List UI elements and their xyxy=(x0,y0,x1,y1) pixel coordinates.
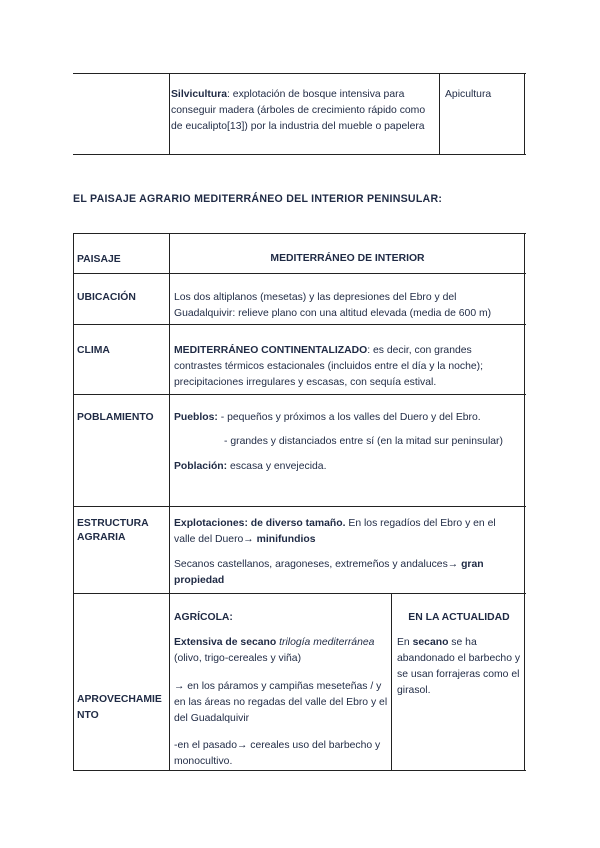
trilogia-text: trilogía mediterránea xyxy=(276,637,375,648)
row-border xyxy=(73,506,526,507)
row-border xyxy=(73,394,526,395)
landscape-table xyxy=(73,233,526,771)
column-divider xyxy=(169,74,170,154)
label-poblamiento: POBLAMIENTO xyxy=(77,412,154,423)
estructura-text xyxy=(174,516,519,599)
actualidad-title: EN LA ACTUALIDAD xyxy=(408,612,510,623)
label-clima: CLIMA xyxy=(77,345,110,356)
column-divider xyxy=(169,233,170,771)
silvicultura-term: Silvicultura xyxy=(171,89,228,100)
poblacion-term: Población: xyxy=(174,461,228,472)
table-right-border xyxy=(524,74,525,154)
clima-type: MEDITERRÁNEO CONTINENTALIZADO xyxy=(174,345,368,356)
explotaciones-text: En los regadíos del Ebro y en el valle del Duero→ xyxy=(174,518,496,545)
label-ubicacion: UBICACIÓN xyxy=(77,292,136,303)
ubicacion-text: Los dos altiplanos (mesetas) y las depresiones del Ebro y del Guadalquivir: relieve plano con una altitud elevada (media de 600 m) xyxy=(174,292,492,319)
column-divider xyxy=(439,74,440,154)
clima-text xyxy=(174,343,519,391)
actualidad-text-2: se ha abandonado el barbecho y se usan forrajeras como el girasol. xyxy=(397,637,521,696)
minifundios-term: minifundios xyxy=(256,534,316,545)
row-border xyxy=(73,324,526,325)
explotaciones-term: Explotaciones: de diverso tamaño. xyxy=(174,518,346,529)
poblamiento-text xyxy=(174,410,519,485)
gran-propiedad-term: gran propiedad xyxy=(174,559,484,586)
pueblos-term: Pueblos: xyxy=(174,412,218,423)
silvicultura-cell xyxy=(171,87,433,135)
previous-table-fragment xyxy=(73,73,526,155)
agricola-title: AGRÍCOLA: xyxy=(174,612,233,623)
agricola-column xyxy=(174,610,389,780)
table-right-border xyxy=(524,233,525,771)
extensiva-term: Extensiva de secano xyxy=(174,637,277,648)
actualidad-column xyxy=(397,610,521,709)
silvicultura-text: : explotación de bosque intensiva para conseguir madera (árboles de crecimiento rápido como de eucalipto[13]) por la industria del mueble o papelera xyxy=(171,89,426,132)
secano-term: secano xyxy=(412,637,449,648)
poblacion-text: escasa y envejecida. xyxy=(227,461,327,472)
row-border xyxy=(73,233,526,234)
apicultura-cell: Apicultura xyxy=(445,89,492,100)
paramos-text: → en los páramos y campiñas meseteñas / y en las áreas no regadas del valle del Ebro y el del Guadalquivir xyxy=(174,681,388,724)
header-paisaje: PAISAJE xyxy=(77,254,121,265)
cultivos-text: (olivo, trigo-cereales y viña) xyxy=(174,653,302,664)
row-border xyxy=(73,273,526,274)
pasado-text: -en el pasado→ cereales uso del barbecho y monocultivo. xyxy=(174,740,381,767)
pueblos-text-2: - grandes y distanciados entre sí (en la mitad sur peninsular) xyxy=(224,436,503,447)
subcolumn-divider xyxy=(391,593,392,771)
label-estructura-agraria: ESTRUCTURA AGRARIA xyxy=(77,518,149,543)
actualidad-text-1: En xyxy=(397,637,413,648)
pueblos-text: - pequeños y próximos a los valles del Duero y del Ebro. xyxy=(217,412,481,423)
section-heading: EL PAISAJE AGRARIO MEDITERRÁNEO DEL INTERIOR PENINSULAR: xyxy=(73,193,443,205)
clima-description: : es decir, con grandes contrastes térmicos estacionales (incluidos entre el día y la noche); precipitaciones irregulares y escasas, con sequía estival. xyxy=(174,345,483,388)
label-aprovechamiento: APROVECHAMIENTO xyxy=(77,694,162,721)
secanos-text: Secanos castellanos, aragoneses, extremeños y andaluces→ xyxy=(174,559,462,570)
header-mediterraneo: MEDITERRÁNEO DE INTERIOR xyxy=(270,253,425,264)
table-left-border xyxy=(73,233,74,771)
